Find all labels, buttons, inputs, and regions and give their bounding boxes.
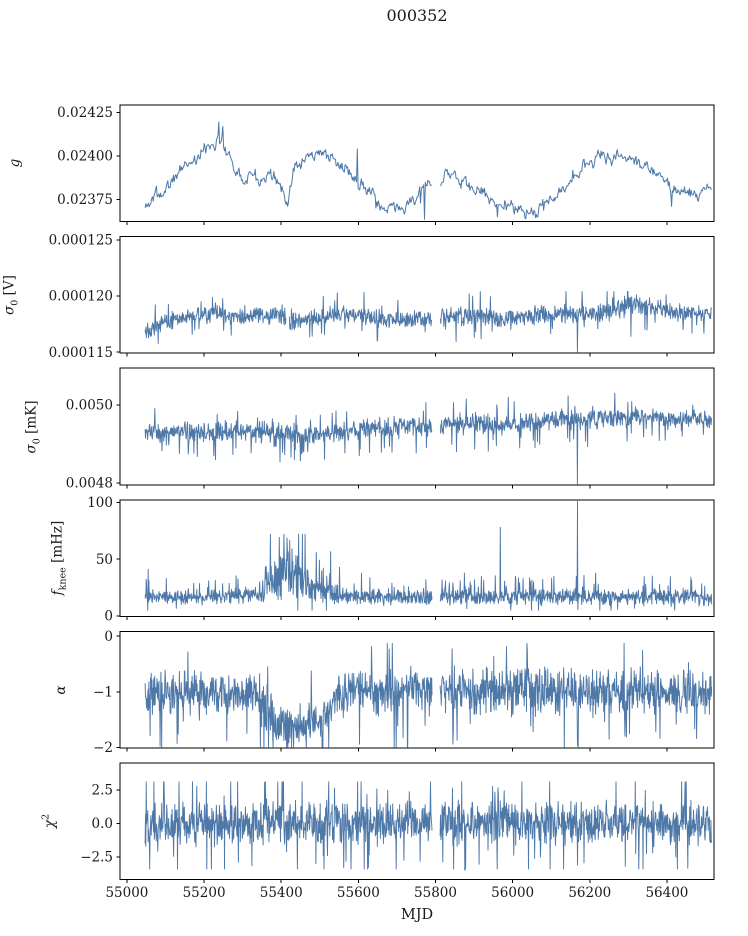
series-fknee <box>145 501 712 610</box>
ytick-label-sigma0-v-0: 0.000125 <box>48 232 113 249</box>
series-gain <box>145 122 711 219</box>
y-axis-label-gain: g <box>7 158 23 168</box>
axes-frame-sigma0-v <box>120 237 714 354</box>
xtick-label-4: 55800 <box>414 885 457 902</box>
ytick-label-alpha-1: −1 <box>93 684 113 701</box>
figure-title: 000352 <box>386 6 448 25</box>
ytick-label-gain-2: 0.02375 <box>57 192 113 209</box>
ytick-label-chi2-0: 2.5 <box>91 782 113 799</box>
axes-frame-gain <box>120 105 714 222</box>
subplot-chi2 <box>80 763 714 901</box>
subplot-alpha <box>93 629 714 756</box>
ytick-label-fknee-2: 0 <box>104 608 113 625</box>
ytick-label-alpha-0: 0 <box>104 628 113 645</box>
ytick-label-alpha-2: −2 <box>93 740 113 757</box>
y-axis-label-sigma0-mk: $\sigma_0$ [mK] <box>23 400 43 453</box>
ytick-label-gain-0: 0.02425 <box>57 105 113 122</box>
xtick-label-2: 55400 <box>259 885 303 902</box>
xtick-label-0: 55000 <box>105 885 149 902</box>
ytick-label-sigma0-v-1: 0.000120 <box>48 288 113 305</box>
subplot-sigma0-mk <box>66 368 714 492</box>
ytick-label-chi2-1: 0.0 <box>91 816 113 833</box>
ytick-label-fknee-1: 50 <box>95 551 113 568</box>
series-chi2 <box>145 782 712 871</box>
xtick-label-6: 56200 <box>568 885 612 902</box>
series-sigma0-mk <box>145 393 711 484</box>
x-axis-label: MJD <box>400 907 434 923</box>
y-axis-label-alpha: α <box>53 685 69 695</box>
ytick-label-sigma0-mk-0: 0.0050 <box>65 397 113 414</box>
xtick-label-5: 56000 <box>491 885 535 902</box>
y-axis-label-chi2: $\chi^2$ <box>40 814 58 829</box>
series-alpha <box>145 643 712 747</box>
subplot-gain <box>57 105 714 225</box>
ytick-label-fknee-0: 100 <box>87 495 113 512</box>
xtick-label-3: 55600 <box>336 885 380 902</box>
ytick-label-sigma0-mk-1: 0.0048 <box>65 475 113 492</box>
y-axis-label-sigma0-v: $\sigma_0$ [V] <box>1 274 21 315</box>
ytick-label-sigma0-v-2: 0.000115 <box>48 344 113 361</box>
xtick-label-1: 55200 <box>182 885 226 902</box>
xtick-label-7: 56400 <box>645 885 689 902</box>
ytick-label-chi2-2: −2.5 <box>80 849 113 866</box>
y-axis-label-fknee: $f_{knee}$ [mHz] <box>49 520 69 596</box>
ytick-label-gain-1: 0.02400 <box>57 148 113 165</box>
series-sigma0-v <box>145 292 711 353</box>
subplot-sigma0-v <box>49 233 714 361</box>
subplot-fknee <box>87 495 714 624</box>
